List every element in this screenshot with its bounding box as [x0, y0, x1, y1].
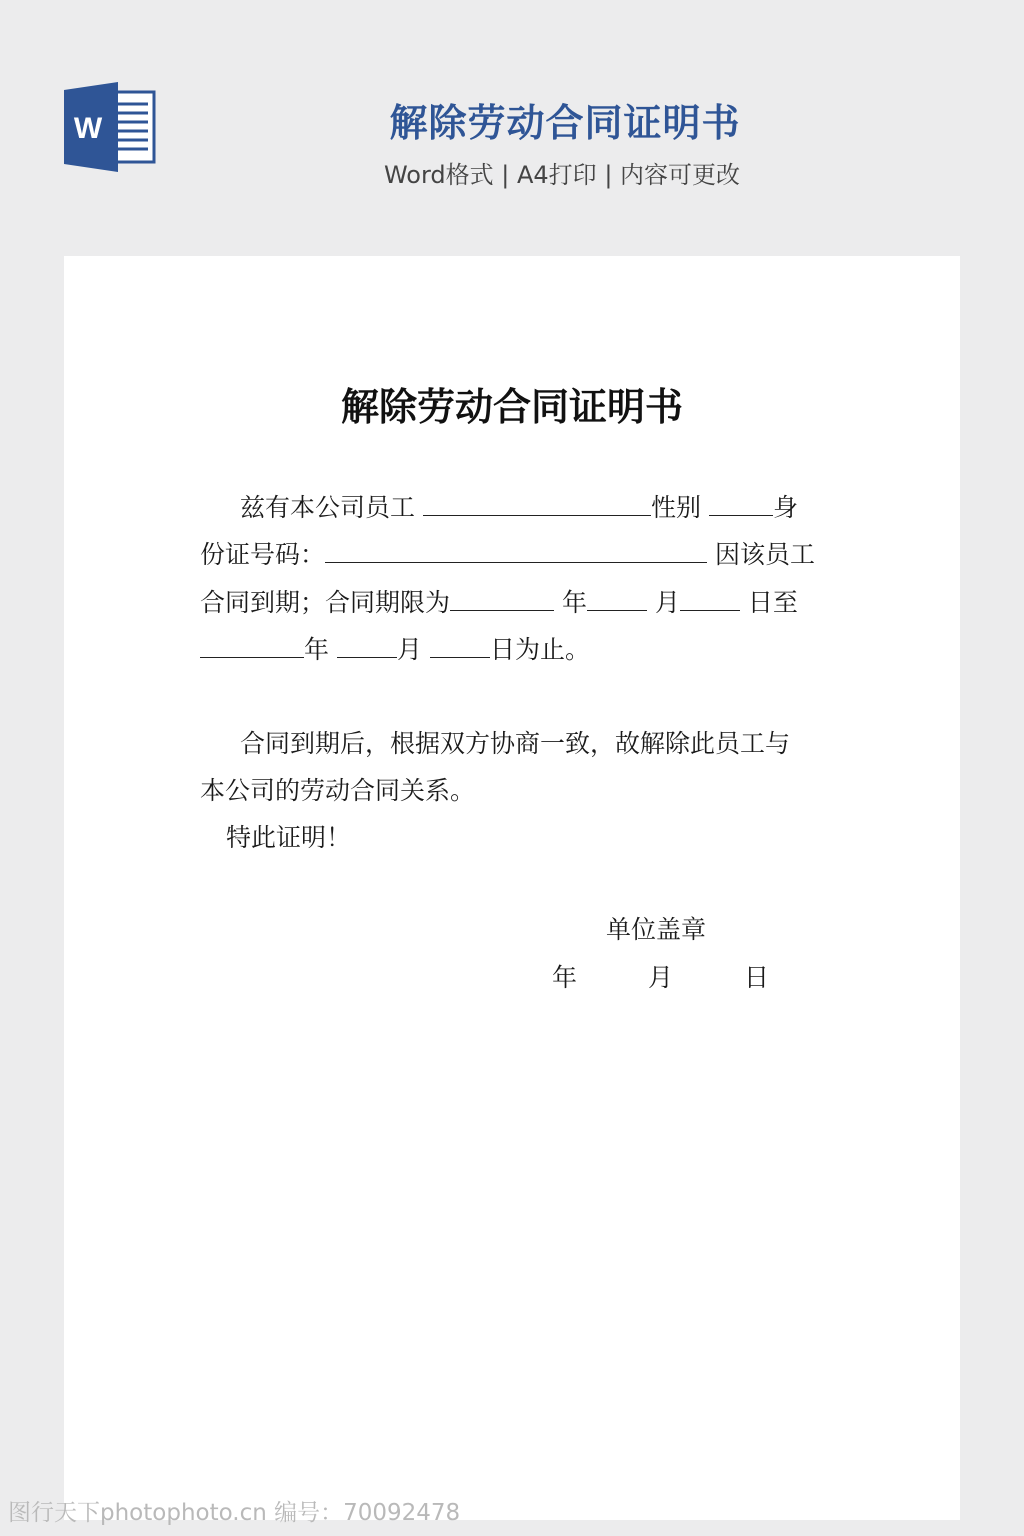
text-end-month: 月 [396, 635, 422, 664]
banner-subtitle: Word格式 | A4打印 | 内容可更改 [383, 161, 741, 189]
text-employee: 兹有本公司员工 [240, 493, 416, 522]
paragraph-1-line-3 [200, 583, 798, 619]
signature-day: 日 [744, 963, 770, 992]
blank-start-year [450, 588, 554, 611]
paragraph-1-line-1 [200, 488, 798, 524]
signature-year: 年 [552, 963, 578, 992]
blank-end-year [200, 635, 304, 658]
blank-start-month [587, 588, 647, 611]
blank-start-day [680, 588, 740, 611]
blank-name [423, 493, 651, 516]
paragraph-2-text-1: 合同到期后，根据双方协商一致，故解除此员工与 [240, 729, 791, 758]
text-month: 月 [654, 588, 680, 617]
blank-end-day [430, 635, 490, 658]
text-id: 份证号码： [200, 540, 326, 569]
document-title: 解除劳动合同证明书 [340, 384, 683, 429]
document-page [64, 256, 960, 1520]
text-year: 年 [561, 588, 587, 617]
paragraph-1-line-2 [200, 535, 815, 571]
paragraph-2-line-2: 本公司的劳动合同关系。 [200, 776, 476, 805]
word-icon-letter: W [73, 112, 103, 145]
text-day-to: 日至 [747, 588, 798, 617]
watermark: 图行天下photophoto.cn 编号：70092478 [8, 1500, 461, 1526]
text-shen: 身 [772, 493, 798, 522]
text-gender: 性别 [650, 493, 701, 522]
blank-end-month [337, 635, 397, 658]
paragraph-2-line-1 [200, 724, 790, 760]
closing-text: 特此证明！ [226, 823, 352, 852]
banner-title: 解除劳动合同证明书 [389, 101, 741, 145]
blank-gender [709, 493, 773, 516]
blank-id [325, 540, 707, 563]
paragraph-1-line-4 [200, 630, 590, 666]
text-because: 因该员工 [714, 540, 815, 569]
signature-seal: 单位盖章 [606, 915, 707, 944]
text-end-year: 年 [304, 635, 330, 664]
signature-month: 月 [648, 963, 674, 992]
text-contract-term: 合同到期；合同期限为 [200, 588, 451, 617]
text-until: 日为止。 [489, 635, 590, 664]
